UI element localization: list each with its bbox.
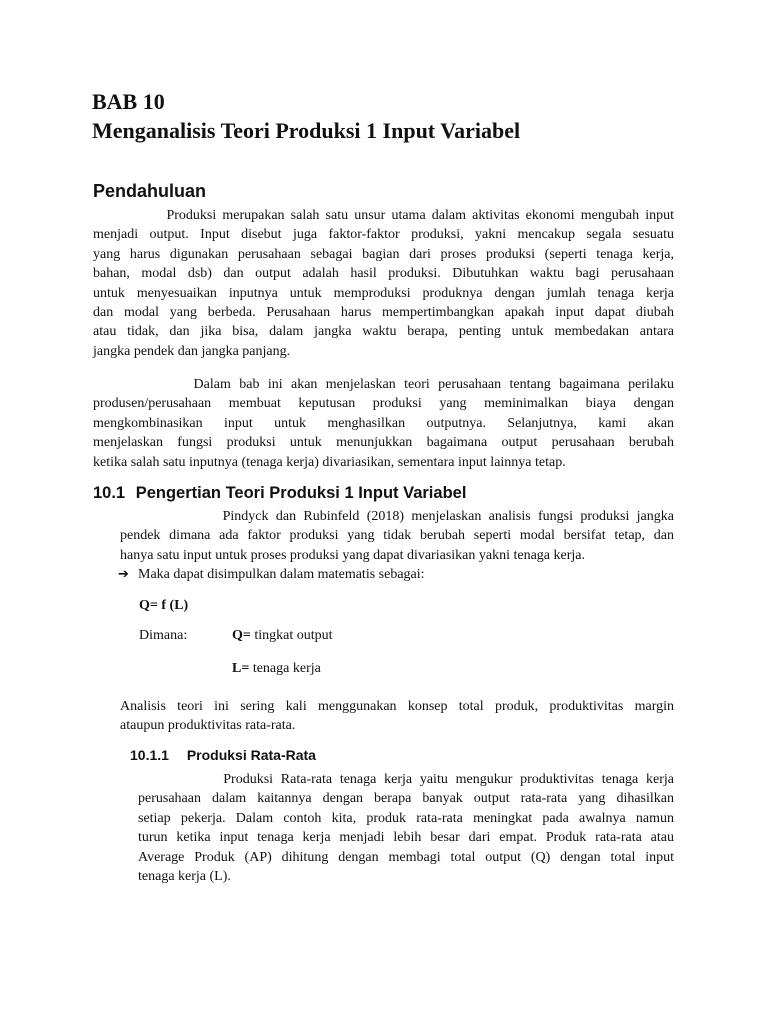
bullet-text: Maka dapat disimpulkan dalam matematis sebagai: [138, 567, 425, 582]
chapter-heading: Menganalisis Teori Produksi 1 Input Variabel [92, 118, 521, 143]
text-line: mengkombinasikan input untuk menghasilkan outputnya. Selanjutnya, kami akan [93, 415, 674, 431]
text-line: Pindyck dan Rubinfeld (2018) menjelaskan analisis fungsi produksi jangka [120, 509, 674, 524]
text-line: tenaga kerja (L). [138, 869, 231, 885]
intro-heading: Pendahuluan [93, 181, 207, 201]
text-line: setiap pekerja. Dalam contoh kita, produk rata-rata meningkat pada awalnya namun [138, 810, 674, 826]
section-number: 10.1.1 [130, 747, 169, 763]
intro-paragraph-2 [93, 375, 674, 472]
chapter-label: BAB 10 [92, 89, 165, 114]
text-line: Average Produk (AP) dihitung dengan membagi total output (Q) dengan total input [138, 849, 674, 865]
text-line: Produksi merupakan salah satu unsur utama dalam aktivitas ekonomi mengubah input [93, 208, 674, 223]
section-10-1-1-heading [130, 747, 316, 763]
definition-l [232, 661, 321, 677]
text-line: ataupun produktivitas rata-rata. [120, 718, 296, 734]
section-10-1-heading [93, 484, 466, 503]
section-title: Pengertian Teori Produksi 1 Input Variabel [135, 484, 467, 502]
text-line: Analisis teori ini sering kali menggunakan konsep total produk, produktivitas margin [120, 699, 674, 714]
section-title: Produksi Rata-Rata [186, 747, 316, 763]
section-10-1-paragraph [120, 507, 674, 565]
definition-meaning: tenaga kerja [249, 661, 321, 676]
text-line: Dalam bab ini akan menjelaskan teori perusahaan tentang bagaimana perilaku [93, 377, 674, 392]
text-line: menjelaskan fungsi produksi untuk menunjukkan bagaimana output perusahaan berubah [93, 435, 674, 451]
text-line: hanya satu input untuk proses produksi yang dapat divariasikan yakni tenaga kerja. [120, 547, 585, 563]
text-line: bahan, modal dsb) dan output adalah hasil produksi. Dibutuhkan waktu bagi perusahaan [93, 266, 674, 282]
text-line: ketika salah satu inputnya (tenaga kerja) divariasikan, sementara input lainnya tetap. [93, 454, 566, 470]
definition-q [232, 628, 333, 644]
chapter-title [92, 87, 712, 145]
where-label: Dimana: [139, 628, 188, 643]
text-line: atau tidak, dan jika bisa, dalam jangka waktu berapa, penting untuk membedakan antara [93, 324, 674, 340]
section-10-1-closing [120, 697, 674, 736]
text-line: Produksi Rata-rata tenaga kerja yaitu mengukur produktivitas tenaga kerja [138, 772, 674, 787]
arrow-right-icon: ➔ [118, 567, 129, 582]
definition-symbol: Q= [232, 628, 251, 643]
text-line: pendek dimana ada faktor produksi yang tidak berubah seperti modal bersifat tetap, dan [120, 528, 674, 544]
text-line: perusahaan dalam kaitannya dengan berapa banyak output rata-rata yang dihasilkan [138, 791, 674, 807]
section-10-1-1-paragraph [138, 770, 674, 886]
definition-meaning: tingkat output [250, 628, 333, 643]
text-line: produsen/perusahaan membuat keputusan produksi yang meminimalkan biaya dengan [93, 396, 674, 412]
intro-paragraph-1 [93, 206, 674, 361]
text-line: dan modal yang berbeda. Perusahaan harus mempertimbangkan apakah input dapat diubah [93, 305, 674, 321]
text-line: yang harus digunakan perusahaan sebagai bagian dari proses produksi (seperti tenaga kerja, [93, 246, 674, 262]
conclusion-bullet [118, 565, 425, 584]
text-line: turun ketika input tenaga kerja menjadi lebih besar dari empat. Produk rata-rata atau [138, 830, 674, 846]
text-line: jangka pendek dan jangka panjang. [93, 343, 291, 359]
text-line: menjadi output. Input disebut juga faktor-faktor produksi, yakni mencakup segala sesuatu [93, 227, 674, 243]
text-line: untuk menyesuaikan inputnya untuk memproduksi produknya dengan jumlah tenaga kerja [93, 285, 674, 301]
section-number: 10.1 [93, 484, 126, 502]
definition-symbol: L= [232, 661, 250, 676]
production-formula: Q= f (L) [139, 598, 189, 613]
